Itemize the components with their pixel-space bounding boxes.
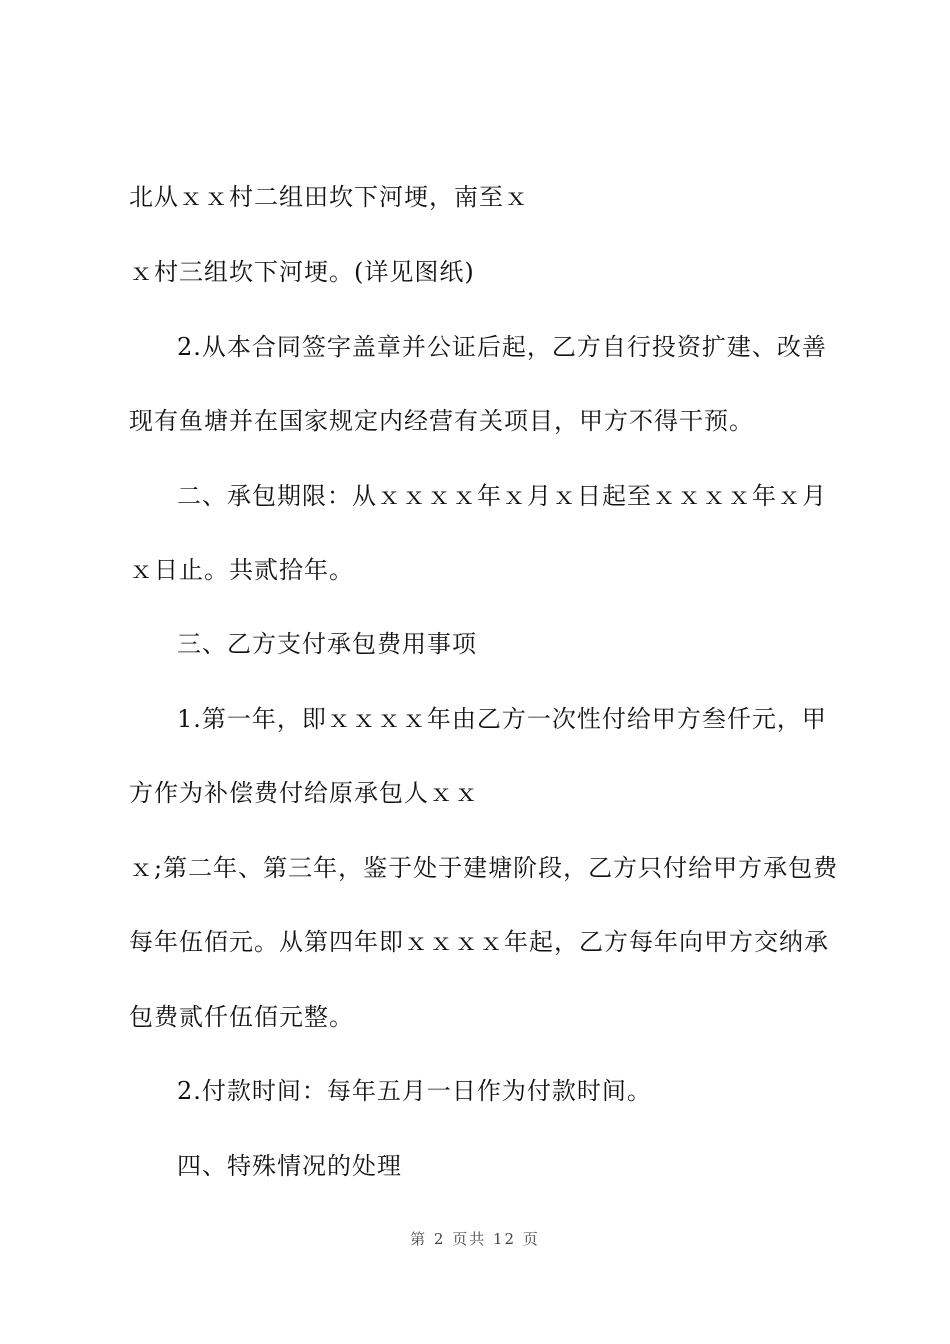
text-line-3: 2.从本合同签字盖章并公证后起，乙方自行投资扩建、改善 bbox=[177, 333, 827, 361]
text-line-7: 三、乙方支付承包费用事项 bbox=[177, 630, 477, 658]
text-line-12: 包费贰仟伍佰元整。 bbox=[129, 1003, 354, 1031]
text-line-9: 方作为补偿费付给原承包人ｘｘ bbox=[129, 779, 479, 807]
text-line-4: 现有鱼塘并在国家规定内经营有关项目，甲方不得干预。 bbox=[129, 407, 754, 435]
text-line-10: ｘ;第二年、第三年，鉴于处于建塘阶段，乙方只付给甲方承包费 bbox=[129, 854, 839, 882]
text-line-2: ｘ村三组坎下河埂。(详见图纸) bbox=[129, 258, 475, 286]
text-line-6: ｘ日止。共贰拾年。 bbox=[129, 556, 354, 584]
text-line-1: 北从ｘｘ村二组田坎下河埂，南至ｘ bbox=[129, 183, 529, 211]
text-line-13: 2.付款时间：每年五月一日作为付款时间。 bbox=[177, 1077, 652, 1105]
text-line-14: 四、特殊情况的处理 bbox=[177, 1152, 402, 1180]
text-line-5: 二、承包期限：从ｘｘｘｘ年ｘ月ｘ日起至ｘｘｘｘ年ｘ月 bbox=[177, 482, 827, 510]
text-line-8: 1.第一年，即ｘｘｘｘ年由乙方一次性付给甲方叁仟元，甲 bbox=[177, 705, 827, 733]
page-footer: 第 2 页共 12 页 bbox=[410, 1230, 540, 1248]
text-line-11: 每年伍佰元。从第四年即ｘｘｘｘ年起，乙方每年向甲方交纳承 bbox=[129, 928, 829, 956]
